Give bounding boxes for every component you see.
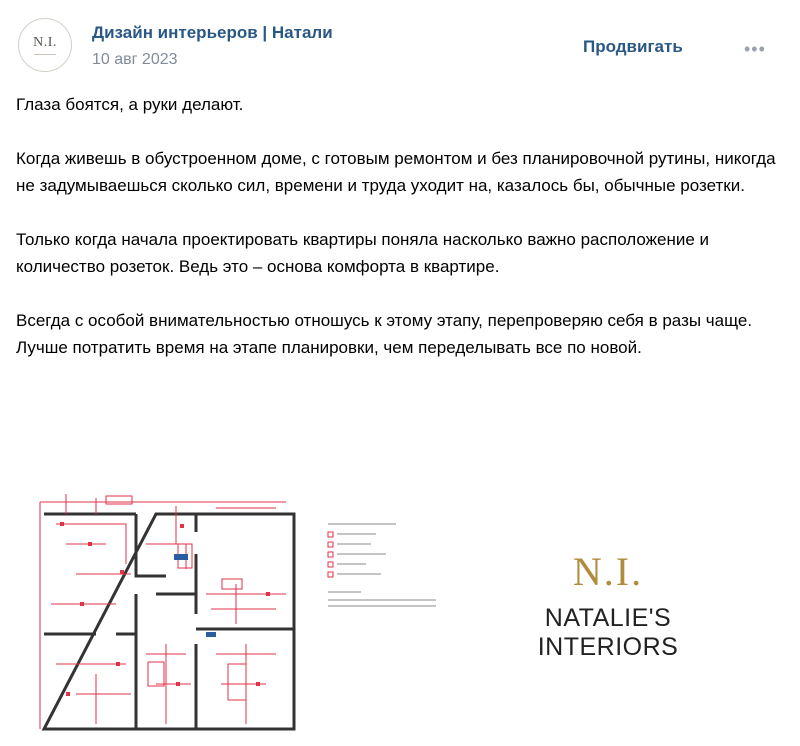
author-name[interactable]: Дизайн интерьеров | Натали <box>92 23 333 42</box>
post-paragraph: Когда живешь в обустроенном доме, с готовым ремонтом и без планировочной рутины, никогда не задумываешься сколько сил, времени и труда уходит на, казалось бы, обычные розетки. <box>16 149 776 195</box>
floor-plan-image[interactable] <box>36 484 446 740</box>
avatar[interactable] <box>18 18 72 72</box>
post-paragraph: Всегда с особой внимательностью отношусь к этому этапу, перепроверяю себя в разы чаще. Лучше потратить время на этапе планировки, чем переделывать все по новой. <box>16 311 753 357</box>
avatar-initials: N.I. <box>33 35 57 50</box>
avatar-divider <box>34 54 56 55</box>
post-date[interactable]: 10 авг 2023 <box>92 51 178 68</box>
post-text <box>16 91 786 388</box>
promote-button[interactable]: Продвигать <box>583 37 683 56</box>
more-options-icon[interactable]: ••• <box>744 39 766 59</box>
post-paragraph: Только когда начала проектировать квартиры поняла насколько важно расположение и количество розеток. Ведь это – основа комфорта в квартире. <box>16 230 710 276</box>
brand-logo-name: NATALIE'S INTERIORS <box>537 604 679 661</box>
brand-logo-mark: N.I. <box>572 549 644 594</box>
post-paragraph: Глаза боятся, а руки делают. <box>16 95 244 114</box>
